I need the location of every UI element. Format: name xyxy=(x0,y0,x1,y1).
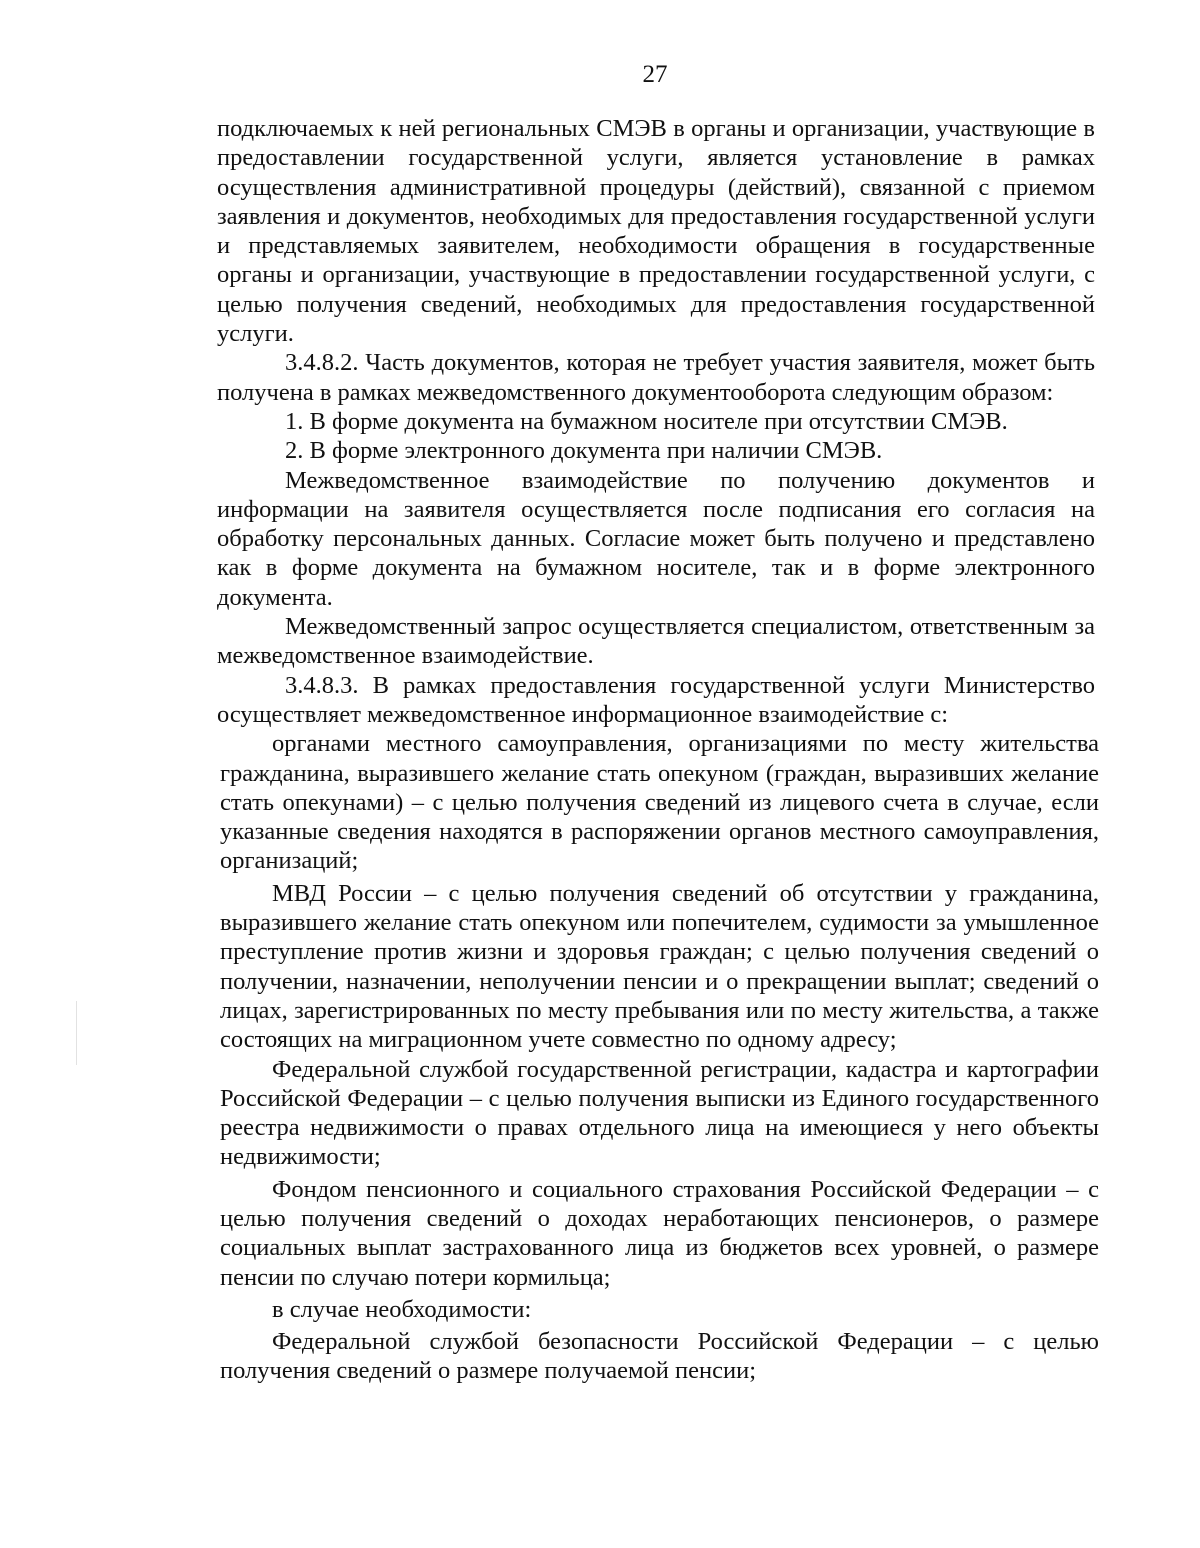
page-number: 27 xyxy=(642,61,668,88)
paragraph-if-necessary: в случае необходимости: xyxy=(272,1295,532,1323)
paragraph-mvd-russia: МВД России – с целью получения сведений об отсутствии у гражданина, выразившего желание стать опекуном или попечителем, судимости за умышленное преступление против жизни и здоровья граждан; с целью получения сведений о получении, назначении, неполучении пенсии и о прекращении выплат; сведений о лицах, зарегистрированных по месту пребывания или по месту жительства, а также состоящих на миграционном учете совместно по одному адресу; xyxy=(220,879,1099,1054)
paragraph-interagency-cooperation: Межведомственное взаимодействие по получению документов и информации на заявителя осуществляется после подписания его согласия на обработку персональных данных. Согласие может быть получено и представлено как в форме документа на бумажном носителе, так и в форме электронного документа. xyxy=(217,466,1095,611)
paragraph-local-government: органами местного самоуправления, организациями по месту жительства гражданина, выразившего желание стать опекуном (граждан, выразивших желание стать опекунами) – с целью получения сведений из лицевого счета в случае, если указанные сведения находятся в распоряжении органов местного самоуправления, организаций; xyxy=(220,730,1099,875)
list-item-paper-form: 1. В форме документа на бумажном носителе при отсутствии СМЭВ. xyxy=(285,407,1008,435)
paragraph-smev-continuation: подключаемых к ней региональных СМЭВ в органы и организации, участвующие в предоставлении государственной услуги, является установление в рамках осуществления административной процедуры (действий), связанной с приемом заявления и документов, необходимых для предоставления государственной услуги и представляемых заявителем, необходимости обращения в государственные органы и организации, участвующие в предоставлении государственной услуги, с целью получения сведений, необходимых для предоставления государственной услуги. xyxy=(217,115,1095,348)
paragraph-interagency-request: Межведомственный запрос осуществляется специалистом, ответственным за межведомственное взаимодействие. xyxy=(217,613,1095,670)
paragraph-pension-fund: Фондом пенсионного и социального страхования Российской Федерации – с целью получения сведений о доходах неработающих пенсионеров, о размере социальных выплат застрахованного лица из бюджетов всех уровней, о размере пенсии по случаю потери кормильца; xyxy=(220,1175,1099,1291)
paragraph-3-4-8-2: 3.4.8.2. Часть документов, которая не требует участия заявителя, может быть получена в рамках межведомственного документооборота следующим образом: xyxy=(217,349,1095,406)
list-item-electronic-form: 2. В форме электронного документа при наличии СМЭВ. xyxy=(285,437,883,465)
paragraph-rosreestr: Федеральной службой государственной регистрации, кадастра и картографии Российской Федерации – с целью получения выписки из Единого государственного реестра недвижимости о правах отдельного лица на имеющиеся у него объекты недвижимости; xyxy=(220,1055,1099,1171)
paragraph-3-4-8-3: 3.4.8.3. В рамках предоставления государственной услуги Министерство осуществляет межведомственное информационное взаимодействие с: xyxy=(217,671,1095,728)
scan-margin-mark xyxy=(76,1001,77,1065)
paragraph-fsb-russia: Федеральной службой безопасности Российской Федерации – с целью получения сведений о размере получаемой пенсии; xyxy=(220,1328,1099,1385)
document-body xyxy=(217,114,1099,1386)
